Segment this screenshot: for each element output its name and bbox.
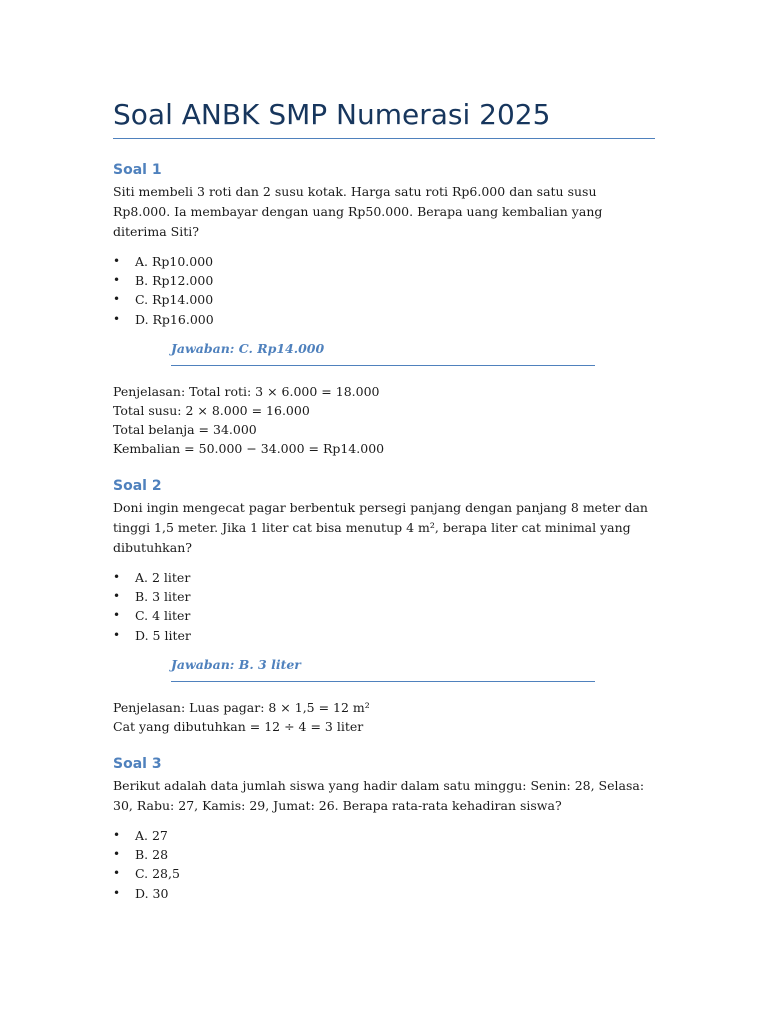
bullet-icon: • (113, 847, 121, 862)
explanation (113, 698, 655, 736)
option-label: C. Rp14.000 (135, 292, 214, 308)
option-label: C. 28,5 (135, 866, 180, 882)
options-list (113, 568, 655, 645)
option-label: B. Rp12.000 (135, 273, 214, 289)
bullet-icon: • (113, 311, 121, 326)
bullet-icon: • (113, 589, 121, 604)
question-block-1 (113, 160, 655, 458)
bullet-icon: • (113, 828, 121, 842)
bullet-icon: • (113, 292, 121, 307)
options-list (113, 826, 655, 903)
option-item (113, 252, 655, 271)
explanation-line: Total susu: 2 × 8.000 = 16.000 (113, 402, 310, 418)
question-text: Doni ingin mengecat pagar berbentuk persegi panjang dengan panjang 8 meter dan tinggi 1,5 meter. Jika 1 liter cat bisa menutup 4 m², berapa liter cat minimal yang dibutuhkan? (113, 500, 648, 555)
bullet-icon: • (113, 627, 121, 642)
explanation (113, 382, 655, 458)
option-item (113, 606, 655, 625)
option-label: D. 30 (135, 885, 169, 901)
option-label: D. Rp16.000 (135, 311, 214, 327)
option-label: A. 27 (135, 828, 168, 843)
bullet-icon: • (113, 570, 121, 584)
option-label: A. 2 liter (135, 570, 191, 585)
answer-line: Jawaban: B. 3 liter (171, 655, 595, 682)
answer-line: Jawaban: C. Rp14.000 (171, 339, 595, 366)
page-title: Soal ANBK SMP Numerasi 2025 (113, 92, 655, 139)
bullet-icon: • (113, 273, 121, 288)
document-page (113, 92, 655, 901)
question-block-3 (113, 754, 655, 903)
bullet-icon: • (113, 866, 121, 881)
option-label: C. 4 liter (135, 608, 191, 624)
question-heading: Soal 1 (113, 162, 162, 178)
option-label: B. 3 liter (135, 589, 191, 605)
question-heading: Soal 2 (113, 478, 162, 494)
option-item (113, 290, 655, 309)
bullet-icon: • (113, 885, 121, 900)
option-item (113, 884, 655, 903)
option-item (113, 310, 655, 329)
option-item (113, 845, 655, 864)
options-list (113, 252, 655, 329)
option-item (113, 826, 655, 845)
option-item (113, 626, 655, 645)
option-item (113, 864, 655, 883)
explanation-line: Kembalian = 50.000 − 34.000 = Rp14.000 (113, 440, 385, 456)
explanation-line: Cat yang dibutuhkan = 12 ÷ 4 = 3 liter (113, 718, 364, 734)
option-label: B. 28 (135, 847, 169, 863)
explanation-line: Total belanja = 34.000 (113, 421, 257, 437)
option-item (113, 587, 655, 606)
question-heading: Soal 3 (113, 756, 162, 772)
bullet-icon: • (113, 254, 121, 268)
option-label: A. Rp10.000 (135, 254, 214, 269)
explanation-line: Penjelasan: Luas pagar: 8 × 1,5 = 12 m² (113, 699, 370, 715)
option-item (113, 568, 655, 587)
explanation-line: Penjelasan: Total roti: 3 × 6.000 = 18.000 (113, 383, 380, 399)
option-label: D. 5 liter (135, 627, 191, 643)
bullet-icon: • (113, 608, 121, 623)
option-item (113, 271, 655, 290)
question-text: Siti membeli 3 roti dan 2 susu kotak. Harga satu roti Rp6.000 dan satu susu Rp8.000. Ia membayar dengan uang Rp50.000. Berapa uang kembalian yang diterima Siti? (113, 184, 603, 239)
question-text: Berikut adalah data jumlah siswa yang hadir dalam satu minggu: Senin: 28, Selasa: 30, Rabu: 27, Kamis: 29, Jumat: 26. Berapa rata-rata kehadiran siswa? (113, 778, 645, 813)
question-block-2 (113, 476, 655, 736)
